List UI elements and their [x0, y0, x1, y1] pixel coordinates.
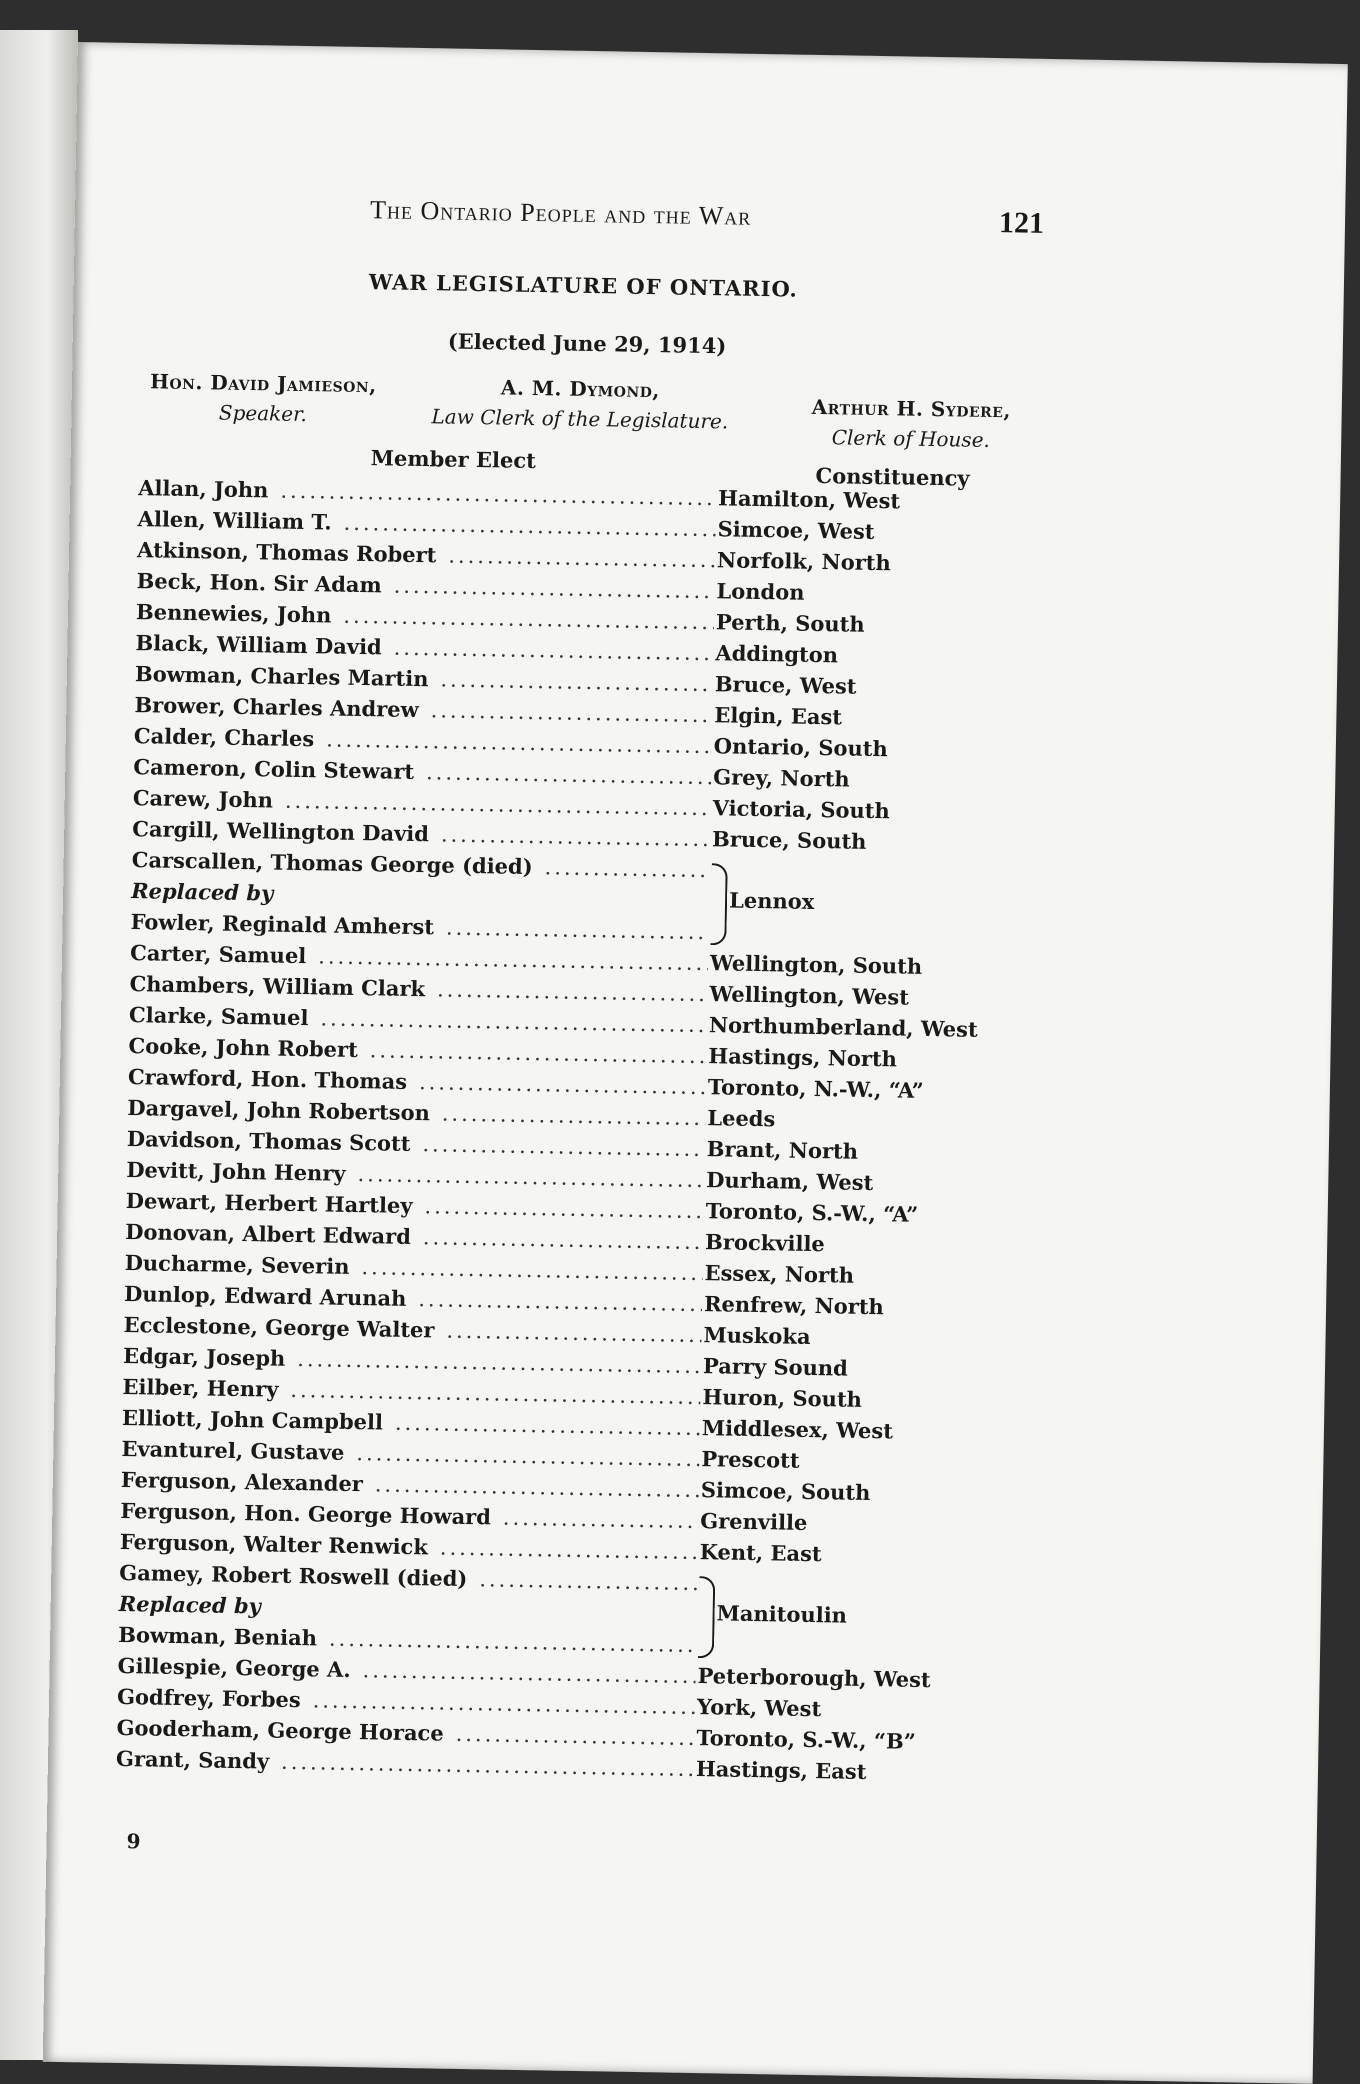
signature-mark: 9: [126, 1829, 141, 1854]
dot-leader: [423, 1225, 704, 1254]
member-name: Crawford, Hon. Thomas: [127, 1064, 408, 1094]
member-name: Bowman, Charles Martin: [134, 661, 429, 692]
member-name: Carscallen, Thomas George (died): [131, 847, 533, 880]
page-number: 121: [998, 206, 1045, 240]
bracket-spacer: [699, 1590, 1019, 1596]
bracket-spacer: [273, 901, 593, 907]
constituency-name: Kent, East: [699, 1539, 822, 1567]
running-head: The Ontario People and the War: [369, 195, 752, 231]
replaced-by-label: Replaced by: [118, 1590, 262, 1619]
member-name: Dargavel, John Robertson: [127, 1095, 431, 1126]
constituency-name: Victoria, South: [712, 795, 891, 824]
member-name: Elliott, John Campbell: [121, 1404, 384, 1435]
member-name: Ferguson, Hon. George Howard: [120, 1497, 492, 1530]
member-name: Clarke, Samuel: [128, 1002, 309, 1031]
dot-leader: [441, 822, 711, 851]
dot-leader: [440, 667, 713, 696]
officer-clerk: [811, 395, 1011, 452]
bracket-spacer: [712, 877, 1032, 883]
member-name: Ferguson, Walter Renwick: [119, 1528, 429, 1560]
member-name: Chambers, William Clark: [129, 971, 426, 1002]
constituency-name: Grenville: [700, 1508, 808, 1535]
dot-leader: [394, 636, 714, 666]
member-name: Fowler, Reginald Amherst: [130, 909, 435, 940]
dot-leader: [320, 1006, 707, 1037]
dot-leader: [424, 1194, 704, 1223]
constituency-name: London: [716, 578, 805, 605]
constituency-name: Brant, North: [706, 1136, 859, 1164]
member-name: Beck, Hon. Sir Adam: [136, 568, 382, 598]
member-name: Ducharme, Severin: [124, 1250, 350, 1279]
member-column-header: Member Elect: [370, 445, 537, 474]
roster-section: [116, 1653, 1018, 1793]
member-name: Edgar, Joseph: [122, 1342, 286, 1371]
officer-name: Arthur H. Sydere,: [811, 394, 1012, 423]
officer-role: Law Clerk of the Legislature.: [431, 404, 729, 434]
member-name: Ferguson, Alexander: [120, 1466, 364, 1497]
member-name: Godfrey, Forbes: [116, 1683, 301, 1713]
dot-leader: [395, 1411, 700, 1440]
dot-leader: [343, 511, 715, 541]
manitoulin-group: [118, 1560, 1019, 1669]
dot-leader: [312, 1688, 695, 1719]
constituency-name: Elgin, East: [714, 702, 843, 730]
election-date: (Elected June 29, 1914): [447, 328, 727, 359]
constituency-name: Renfrew, North: [703, 1291, 885, 1320]
dot-leader: [442, 1102, 706, 1131]
constituency-name: Parry Sound: [702, 1353, 849, 1381]
dot-leader: [418, 1287, 702, 1316]
replaced-by-label: Replaced by: [130, 878, 274, 906]
page-title: WAR LEGISLATURE OF ONTARIO.: [368, 269, 799, 302]
roster-section: [132, 475, 1038, 863]
dot-leader: [361, 1255, 703, 1285]
constituency-name: Toronto, S.-W., “B”: [696, 1725, 917, 1754]
dot-leader: [343, 604, 714, 634]
dot-leader: [426, 760, 712, 789]
member-name: Carter, Samuel: [129, 940, 307, 969]
member-name: Gamey, Robert Roswell (died): [119, 1559, 468, 1592]
dot-leader: [479, 1567, 697, 1595]
dot-leader: [430, 698, 712, 727]
officer-speaker: [149, 369, 377, 427]
member-name: Dunlop, Edward Arunah: [123, 1280, 407, 1311]
dot-leader: [422, 1132, 705, 1161]
member-name: Allen, William T.: [137, 506, 332, 535]
constituency-name: Hastings, North: [708, 1043, 898, 1072]
constituency-name: Perth, South: [715, 609, 865, 637]
constituency-name: Northumberland, West: [708, 1012, 978, 1042]
constituency-name: Bruce, West: [714, 671, 857, 699]
member-name: Cargill, Wellington David: [132, 816, 430, 847]
member-name: Evanturel, Gustave: [121, 1435, 345, 1465]
constituency-name: York, West: [696, 1694, 822, 1722]
constituency-name: Ontario, South: [713, 733, 888, 762]
constituency-name: Hastings, East: [695, 1756, 867, 1785]
dot-leader: [280, 479, 716, 511]
member-name: Cameron, Colin Stewart: [133, 754, 415, 784]
dot-leader: [356, 1441, 699, 1471]
constituency-name: Brockville: [704, 1229, 826, 1257]
dot-leader: [503, 1506, 699, 1533]
dot-leader: [446, 1319, 701, 1347]
constituency-name: Middlesex, West: [701, 1415, 894, 1444]
constituency-name: Manitoulin: [716, 1600, 848, 1628]
constituency-name: Hamilton, West: [717, 485, 901, 514]
constituency-name: Toronto, S.-W., “A”: [705, 1198, 919, 1227]
member-name: Gooderham, George Horace: [116, 1714, 444, 1746]
officer-name: A. M. Dymond,: [500, 375, 661, 403]
member-name: Dewart, Herbert Hartley: [125, 1188, 413, 1219]
member-name: Allan, John: [138, 475, 269, 503]
dot-leader: [437, 977, 708, 1006]
bracket-spacer: [710, 939, 1030, 945]
dot-leader: [455, 1722, 694, 1750]
member-name: Donovan, Albert Edward: [125, 1219, 412, 1249]
constituency-name: Huron, South: [702, 1384, 863, 1412]
member-name: Eilber, Henry: [122, 1373, 279, 1402]
member-name: Brower, Charles Andrew: [134, 692, 419, 723]
constituency-name: Simcoe, South: [700, 1477, 871, 1506]
dot-leader: [326, 727, 712, 758]
dot-leader: [370, 1038, 707, 1068]
bracket-spacer: [261, 1613, 581, 1619]
constituency-name: Durham, West: [706, 1167, 874, 1196]
constituency-name: Lennox: [728, 887, 815, 914]
member-roster: [116, 475, 1039, 1793]
member-name: Black, William David: [135, 630, 382, 660]
dot-leader: [329, 1627, 697, 1657]
dot-leader: [446, 916, 709, 945]
dot-leader: [440, 1536, 698, 1564]
dot-leader: [285, 789, 711, 820]
dot-leader: [393, 574, 714, 604]
member-name: Gillespie, George A.: [117, 1652, 351, 1683]
member-name: Ecclestone, George Walter: [123, 1311, 435, 1343]
member-name: Davidson, Thomas Scott: [126, 1126, 411, 1156]
lennox-group: [130, 847, 1031, 956]
dot-leader: [297, 1347, 701, 1378]
constituency-name: Addington: [715, 640, 839, 668]
member-name: Bennewies, John: [135, 599, 332, 628]
officer-law-clerk: [431, 374, 729, 433]
brace: [710, 863, 727, 945]
member-name: Atkinson, Thomas Robert: [136, 537, 437, 568]
officer-role: Speaker.: [218, 400, 308, 427]
constituency-name: Toronto, N.-W., “A”: [707, 1074, 924, 1103]
constituency-name: Muskoka: [703, 1322, 811, 1349]
constituency-name: Norfolk, North: [716, 547, 891, 576]
member-name: Grant, Sandy: [115, 1745, 270, 1774]
constituency-name: Bruce, South: [711, 826, 867, 854]
officer-role: Clerk of House.: [831, 425, 991, 452]
constituency-name: Peterborough, West: [697, 1663, 931, 1693]
member-name: Calder, Charles: [133, 723, 315, 752]
dot-leader: [357, 1162, 704, 1192]
constituency-name: Wellington, South: [709, 950, 923, 979]
dot-leader: [419, 1070, 706, 1099]
roster-section: [120, 940, 1031, 1576]
constituency-name: Prescott: [701, 1446, 800, 1473]
constituency-name: Essex, North: [704, 1260, 855, 1288]
dot-leader: [544, 855, 709, 882]
dot-leader: [375, 1472, 699, 1502]
constituency-name: Wellington, West: [709, 981, 910, 1010]
member-name: Bowman, Beniah: [117, 1621, 318, 1651]
officer-name: Hon. David Jamieson,: [149, 369, 377, 398]
constituency-name: Simcoe, West: [717, 516, 875, 544]
bracket-spacer: [698, 1652, 1018, 1658]
dot-leader: [281, 1750, 694, 1781]
brace: [698, 1576, 715, 1658]
dot-leader: [448, 544, 715, 573]
book-page: [43, 42, 1348, 2084]
member-name: Carew, John: [132, 785, 274, 813]
member-name: Devitt, John Henry: [126, 1157, 346, 1186]
constituency-column-header: Constituency: [815, 462, 970, 491]
member-name: Cooke, John Robert: [128, 1033, 359, 1063]
dot-leader: [362, 1658, 695, 1688]
dot-leader: [290, 1378, 700, 1409]
constituency-name: Leeds: [707, 1105, 776, 1132]
constituency-name: Grey, North: [713, 764, 850, 792]
